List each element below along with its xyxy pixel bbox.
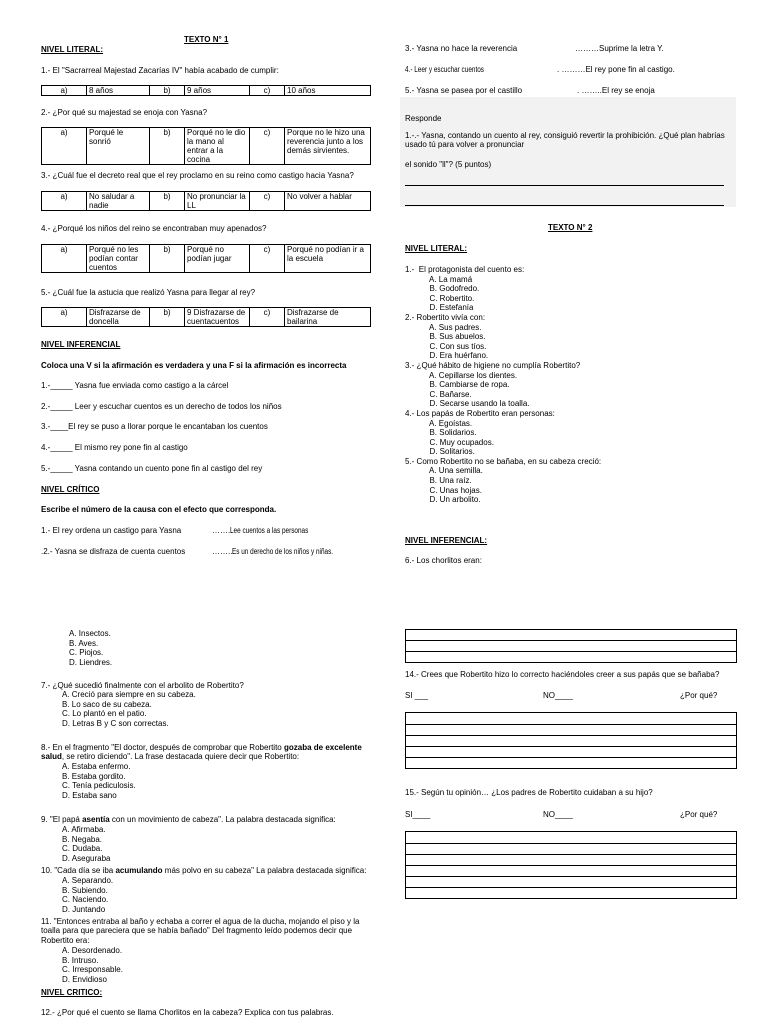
q3-opt-c[interactable]: No volver a hablar xyxy=(285,192,371,211)
q10-opt-d[interactable]: D. Juntando xyxy=(62,904,106,914)
vf-item-4[interactable]: 4.-_____ El mismo rey pone fin al castigo xyxy=(41,443,188,452)
question-2: 2.- ¿Por qué su majestad se enoja con Yasna? xyxy=(41,108,208,117)
list-line: 4.- Los papás de Robertito eran personas: xyxy=(405,408,555,418)
q4-opt-c[interactable]: Porqué no podían ir a la escuela xyxy=(285,245,371,273)
q8-options xyxy=(62,762,136,800)
question-14: 14.- Crees que Robertito hizo lo correcto haciéndoles creer a sus papás que se bañaba? xyxy=(405,670,720,679)
q2-opt-c-label: c) xyxy=(250,128,285,165)
list-line[interactable]: C. Bañarse. xyxy=(405,389,472,399)
q3-opt-a-label: a) xyxy=(42,192,87,211)
list-line[interactable]: D. Secarse usando la toalla. xyxy=(405,399,530,409)
critico-instructions: Escribe el número de la causa con el efecto que corresponda. xyxy=(41,505,277,514)
nivel-inferencial-heading: NIVEL INFERENCIAL xyxy=(41,340,121,349)
q6-opt-b[interactable]: B. Aves. xyxy=(69,638,99,648)
nivel-critico-heading: NIVEL CRÍTICO xyxy=(41,485,100,494)
list-line[interactable]: B. Una raíz. xyxy=(405,476,472,486)
q1-options-table xyxy=(41,85,371,96)
q10-options xyxy=(62,876,113,914)
question-9 xyxy=(41,815,336,824)
q8-highlight: gozaba de excelente xyxy=(283,743,362,752)
inferencial-instructions: Coloca una V si la afirmación es verdadera y una F si la afirmación es incorrecta xyxy=(41,361,347,370)
texto2-literal-list xyxy=(405,265,601,505)
list-line[interactable]: B. Sus abuelos. xyxy=(405,332,486,342)
q7-options xyxy=(62,690,196,728)
q9-text-c: con un movimiento de cabeza". La palabra destacada significa: xyxy=(109,815,336,824)
q4-opt-c-label: c) xyxy=(250,245,285,273)
answer-box-14[interactable] xyxy=(405,712,737,769)
cause-5: 5.- Yasna se pasea por el castillo xyxy=(405,86,523,95)
q8-highlight-2: salud xyxy=(41,752,62,761)
q6-opt-c[interactable]: C. Piojos. xyxy=(69,648,104,658)
question-11-line-1: 11. "Entonces entraba al baño y echaba a correr el agua de la ducha, mojando el piso y la xyxy=(41,917,360,926)
q2-opt-b[interactable]: Porqué no le dio la mano al entrar a la cocina xyxy=(185,128,250,165)
q5-opt-b[interactable]: 9 Disfrazarse de cuentacuentos xyxy=(185,308,250,327)
texto2-nivel-inferencial-heading: NIVEL INFERENCIAL: xyxy=(405,536,488,545)
q5-opt-b-label: b) xyxy=(150,308,185,327)
texto1-title: TEXTO N° 1 xyxy=(184,35,229,44)
nivel-literal-heading: NIVEL LITERAL: xyxy=(41,45,104,54)
question-12: 12.- ¿Por qué el cuento se llama Chorlitos en la cabeza? Explica con tus palabras. xyxy=(41,1008,334,1017)
q9-opt-c[interactable]: C. Dudaba. xyxy=(62,844,103,854)
q6-opt-a[interactable]: A. Insectos. xyxy=(69,629,111,638)
q5-opt-a[interactable]: Disfrazarse de doncella xyxy=(87,308,150,327)
q9-options xyxy=(62,825,110,863)
q3-options-table xyxy=(41,191,371,211)
cause-2-dots: ……... xyxy=(212,547,235,556)
q3-opt-b[interactable]: No pronunciar la LL xyxy=(185,192,250,211)
question-3: 3.- ¿Cuál fue el decreto real que el rey proclamo en su reino como castigo hacia Yasna? xyxy=(41,171,354,180)
list-line[interactable]: D. Era huérfano. xyxy=(405,351,489,361)
list-line[interactable]: B. Solidarios. xyxy=(405,428,477,438)
q1-opt-c-label: c) xyxy=(250,86,285,96)
list-line[interactable]: A. La mamá xyxy=(405,274,473,284)
q8-opt-d[interactable]: D. Estaba sano xyxy=(62,790,117,800)
list-line[interactable]: C. Muy ocupados. xyxy=(405,437,494,447)
list-line: 1.- El protagonista del cuento es: xyxy=(405,265,525,274)
q10-opt-c[interactable]: C. Naciendo. xyxy=(62,895,109,905)
q6-options xyxy=(69,629,112,667)
list-line: 5.- Como Robertito no se bañaba, en su cabeza creció: xyxy=(405,456,602,466)
list-line[interactable]: D. Solitarios. xyxy=(405,447,475,457)
q7-opt-b[interactable]: B. Lo saco de su cabeza. xyxy=(62,699,152,709)
question-4: 4.- ¿Porqué los niños del reino se encontraban muy apenados? xyxy=(41,224,267,233)
list-line[interactable]: B. Cambiarse de ropa. xyxy=(405,380,510,390)
list-line[interactable]: B. Godofredo. xyxy=(405,284,480,294)
cause-2: .2.- Yasna se disfraza de cuenta cuentos xyxy=(41,547,186,556)
question-11-line-3: Robertito era: xyxy=(41,936,90,945)
responde-question-line-1: 1.-.- Yasna, contando un cuento al rey, consiguió revertir la prohibición. ¿Qué plan habrías xyxy=(405,131,725,140)
q1-opt-a-label: a) xyxy=(42,86,87,96)
list-line[interactable]: C. Con sus tíos. xyxy=(405,341,487,351)
texto2-question-6: 6.- Los chorlitos eran: xyxy=(405,556,482,565)
q10-opt-b[interactable]: B. Subiendo. xyxy=(62,885,108,895)
answer-line-1[interactable] xyxy=(405,185,724,186)
bottom-nivel-critico-heading: NIVEL CRITICO: xyxy=(41,988,103,997)
texto2-nivel-literal-heading: NIVEL LITERAL: xyxy=(405,244,468,253)
q14-no[interactable]: NO____ xyxy=(543,691,573,700)
q1-opt-b[interactable]: 9 años xyxy=(185,86,250,96)
q11-opt-d[interactable]: D. Envidioso xyxy=(62,974,107,984)
q4-opt-b-label: b) xyxy=(150,245,185,273)
q4-opt-b[interactable]: Porqué no podían jugar xyxy=(185,245,250,273)
q2-opt-c[interactable]: Porque no le hizo una reverencia junto a los demás sirvientes. xyxy=(285,128,371,165)
q10-opt-a[interactable]: A. Separando. xyxy=(62,876,114,885)
q3-opt-a[interactable]: No saludar a nadie xyxy=(87,192,150,211)
q11-opt-a[interactable]: A. Desordenado. xyxy=(62,946,123,955)
texto2-title: TEXTO N° 2 xyxy=(548,223,593,232)
list-line[interactable]: A. Una semilla. xyxy=(405,466,483,476)
responde-question-line-2: usado tú para volver a pronunciar xyxy=(405,140,525,149)
q14-por-que: ¿Por qué? xyxy=(680,691,718,700)
responde-question-line-3: el sonido "ll"? (5 puntos) xyxy=(405,160,492,169)
q7-opt-c[interactable]: C. Lo plantó en el patio. xyxy=(62,709,147,719)
question-8-cont xyxy=(41,752,299,761)
q7-opt-a[interactable]: A. Creció para siempre en su cabeza. xyxy=(62,690,196,699)
question-5: 5.- ¿Cuál fue la astucia que realizó Yasna para llegar al rey? xyxy=(41,288,256,297)
q11-options xyxy=(62,946,123,984)
q10-highlight: acumulando xyxy=(115,866,163,875)
responde-heading: Responde xyxy=(405,114,442,123)
cause-4: 4.- Leer y escuchar cuentos xyxy=(405,65,484,74)
list-line[interactable]: A. Egoístas. xyxy=(405,418,473,428)
question-11-line-2: toalla para que pareciera que se había bañado" Del fragmento leído podemos decir que xyxy=(41,926,353,935)
q3-opt-b-label: b) xyxy=(150,192,185,211)
list-line[interactable]: D. Un arbolito. xyxy=(405,495,481,505)
q5-options-table xyxy=(41,307,371,327)
effect-2: Es un derecho de los niños y niñas. xyxy=(232,547,334,556)
q15-no[interactable]: NO____ xyxy=(543,810,573,819)
q11-opt-c[interactable]: C. Irresponsable. xyxy=(62,965,123,975)
question-7: 7.- ¿Qué sucedió finalmente con el arbolito de Robertito? xyxy=(41,681,244,690)
effect-5: . ……..El rey se enoja xyxy=(577,86,655,95)
q4-opt-a-label: a) xyxy=(42,245,87,273)
q9-text-a: 9. "El papá xyxy=(41,815,83,824)
cause-3: 3.- Yasna no hace la reverencia xyxy=(405,44,518,53)
q1-opt-b-label: b) xyxy=(150,86,185,96)
q4-opt-a[interactable]: Porqué no les podían contar cuentos xyxy=(87,245,150,273)
vf-item-3[interactable]: 3.-____El rey se puso a llorar porque le encantaban los cuentos xyxy=(41,422,268,431)
q7-opt-d[interactable]: D. Letras B y C son correctas. xyxy=(62,718,169,728)
q8-opt-a[interactable]: A. Estaba enfermo. xyxy=(62,762,131,771)
effect-1: Lee cuentos a las personas xyxy=(230,526,309,535)
vf-item-2[interactable]: 2.-_____ Leer y escuchar cuentos es un derecho de todos los niños xyxy=(41,402,282,411)
list-line: 2.- Robertito vivía con: xyxy=(405,312,486,322)
q11-opt-b[interactable]: B. Intruso. xyxy=(62,955,99,965)
effect-4: . ………El rey pone fin al castigo. xyxy=(557,65,675,74)
vf-item-1[interactable]: 1.-_____ Yasna fue enviada como castigo a la cárcel xyxy=(41,381,229,390)
list-line[interactable]: A. Sus padres. xyxy=(405,322,482,332)
list-line[interactable]: D. Estefanía xyxy=(405,303,474,313)
q8-opt-c[interactable]: C. Tenía pediculosis. xyxy=(62,781,136,791)
q5-opt-a-label: a) xyxy=(42,308,87,327)
q14-si[interactable]: SI ___ xyxy=(405,691,429,700)
list-line[interactable]: A. Cepillarse los dientes. xyxy=(405,370,518,380)
effect-3: ………Suprime la letra Y. xyxy=(575,44,664,53)
q1-opt-a[interactable]: 8 años xyxy=(87,86,150,96)
q2-options-table xyxy=(41,127,371,165)
q2-opt-a[interactable]: Porqué le sonrió xyxy=(87,128,150,165)
q10-text-c: más polvo en su cabeza" La palabra destacada significa: xyxy=(162,866,367,875)
q4-options-table xyxy=(41,244,371,273)
vf-item-5[interactable]: 5.-_____ Yasna contando un cuento pone fin al castigo del rey xyxy=(41,464,263,473)
answer-box-13[interactable] xyxy=(405,629,737,663)
q10-text-a: 10. "Cada día se iba xyxy=(41,866,116,875)
q8-text-d: , se retiro diciendo". La frase destacada quiere decir que Robertito: xyxy=(61,752,300,761)
cause-1-dots: …….. xyxy=(212,526,233,535)
q2-opt-b-label: b) xyxy=(150,128,185,165)
q2-opt-a-label: a) xyxy=(42,128,87,165)
q15-por-que: ¿Por qué? xyxy=(680,810,718,819)
responde-panel xyxy=(400,97,736,207)
list-line[interactable]: C. Robertito. xyxy=(405,293,475,303)
question-1: 1.- El "Sacrarreal Majestad Zacarías IV" había acabado de cumplir: xyxy=(41,66,279,75)
q8-text-a: 8.- En el fragmento "El doctor, después de comprobar que Robertito xyxy=(41,743,284,752)
list-line: 3.- ¿Qué hábito de higiene no cumplía Robertito? xyxy=(405,360,581,370)
q5-opt-c-label: c) xyxy=(250,308,285,327)
q9-opt-d[interactable]: D. Aseguraba xyxy=(62,853,111,863)
answer-line-2[interactable] xyxy=(405,205,724,206)
question-15: 15.- Según tu opinión… ¿Los padres de Robertito cuidaban a su hijo? xyxy=(405,788,653,797)
question-10 xyxy=(41,866,366,875)
q1-opt-c[interactable]: 10 años xyxy=(285,86,371,96)
q6-opt-d[interactable]: D. Liendres. xyxy=(69,657,113,667)
list-line[interactable]: C. Unas hojas. xyxy=(405,485,482,495)
q5-opt-c[interactable]: Disfrazarse de bailarina xyxy=(285,308,371,327)
q9-highlight: asentía xyxy=(82,815,110,824)
q9-opt-a[interactable]: A. Afirmaba. xyxy=(62,825,106,834)
q9-opt-b[interactable]: B. Negaba. xyxy=(62,834,103,844)
question-8 xyxy=(41,743,362,752)
q15-si[interactable]: SI____ xyxy=(405,810,431,819)
answer-box-15[interactable] xyxy=(405,831,737,899)
q8-opt-b[interactable]: B. Estaba gordito. xyxy=(62,771,126,781)
q3-opt-c-label: c) xyxy=(250,192,285,211)
cause-1: 1.- El rey ordena un castigo para Yasna xyxy=(41,526,182,535)
